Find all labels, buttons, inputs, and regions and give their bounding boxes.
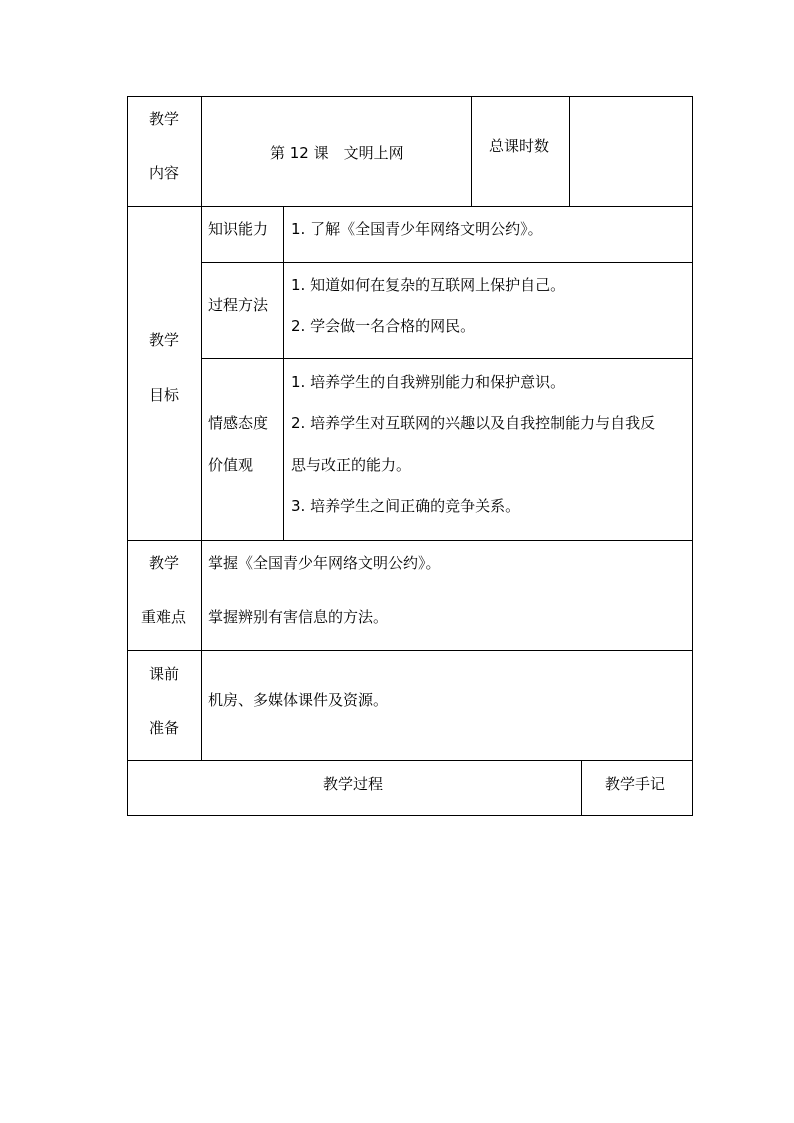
lesson-title: 第 12 课 文明上网 bbox=[270, 144, 404, 162]
knowledge-label: 知识能力 bbox=[208, 220, 269, 238]
objectives-label-line1: 教学 bbox=[149, 331, 180, 349]
keypoints-label-line1: 教学 bbox=[149, 554, 180, 572]
table-border-left bbox=[127, 96, 128, 816]
table-border-top bbox=[127, 96, 693, 97]
preparation-label-line2: 准备 bbox=[149, 719, 180, 737]
knowledge-item: 1. 了解《全国青少年网络文明公约》。 bbox=[291, 220, 543, 238]
content-label-line1: 教学 bbox=[149, 110, 180, 128]
process-item: 2. 学会做一名合格的网民。 bbox=[291, 317, 476, 335]
content-label-line2: 内容 bbox=[149, 164, 180, 182]
process-label: 过程方法 bbox=[208, 296, 269, 314]
row-divider bbox=[127, 206, 693, 207]
objectives-label-line2: 目标 bbox=[149, 386, 180, 404]
preparation-label-line1: 课前 bbox=[149, 665, 180, 683]
teaching-process-label: 教学过程 bbox=[323, 775, 384, 793]
teaching-notes-label: 教学手记 bbox=[605, 775, 666, 793]
keypoint-item: 掌握《全国青少年网络文明公约》。 bbox=[208, 554, 441, 572]
keypoints-label-line2: 重难点 bbox=[141, 608, 187, 626]
col-divider-hours-right bbox=[569, 96, 570, 206]
process-item: 1. 知道如何在复杂的互联网上保护自己。 bbox=[291, 276, 566, 294]
col-divider-hours-left bbox=[471, 96, 472, 206]
preparation-content: 机房、多媒体课件及资源。 bbox=[208, 691, 389, 709]
total-hours-label: 总课时数 bbox=[489, 137, 550, 155]
emotion-item: 3. 培养学生之间正确的竞争关系。 bbox=[291, 497, 521, 515]
keypoint-item: 掌握辨别有害信息的方法。 bbox=[208, 608, 389, 626]
col-divider-footer bbox=[581, 760, 582, 816]
table-border-bottom bbox=[127, 815, 693, 816]
emotion-item: 1. 培养学生的自我辨别能力和保护意识。 bbox=[291, 373, 566, 391]
table-border-right bbox=[692, 96, 693, 816]
row-divider bbox=[127, 650, 693, 651]
emotion-label-line1: 情感态度 bbox=[208, 414, 269, 432]
emotion-label-line2: 价值观 bbox=[208, 456, 254, 474]
sub-row-divider bbox=[201, 358, 693, 359]
row-divider bbox=[127, 540, 693, 541]
row-divider bbox=[127, 760, 693, 761]
sub-row-divider bbox=[201, 262, 693, 263]
emotion-item: 思与改正的能力。 bbox=[291, 456, 412, 474]
emotion-item: 2. 培养学生对互联网的兴趣以及自我控制能力与自我反 bbox=[291, 414, 656, 432]
col-divider-sublabel bbox=[283, 206, 284, 540]
col-divider-label bbox=[201, 96, 202, 760]
